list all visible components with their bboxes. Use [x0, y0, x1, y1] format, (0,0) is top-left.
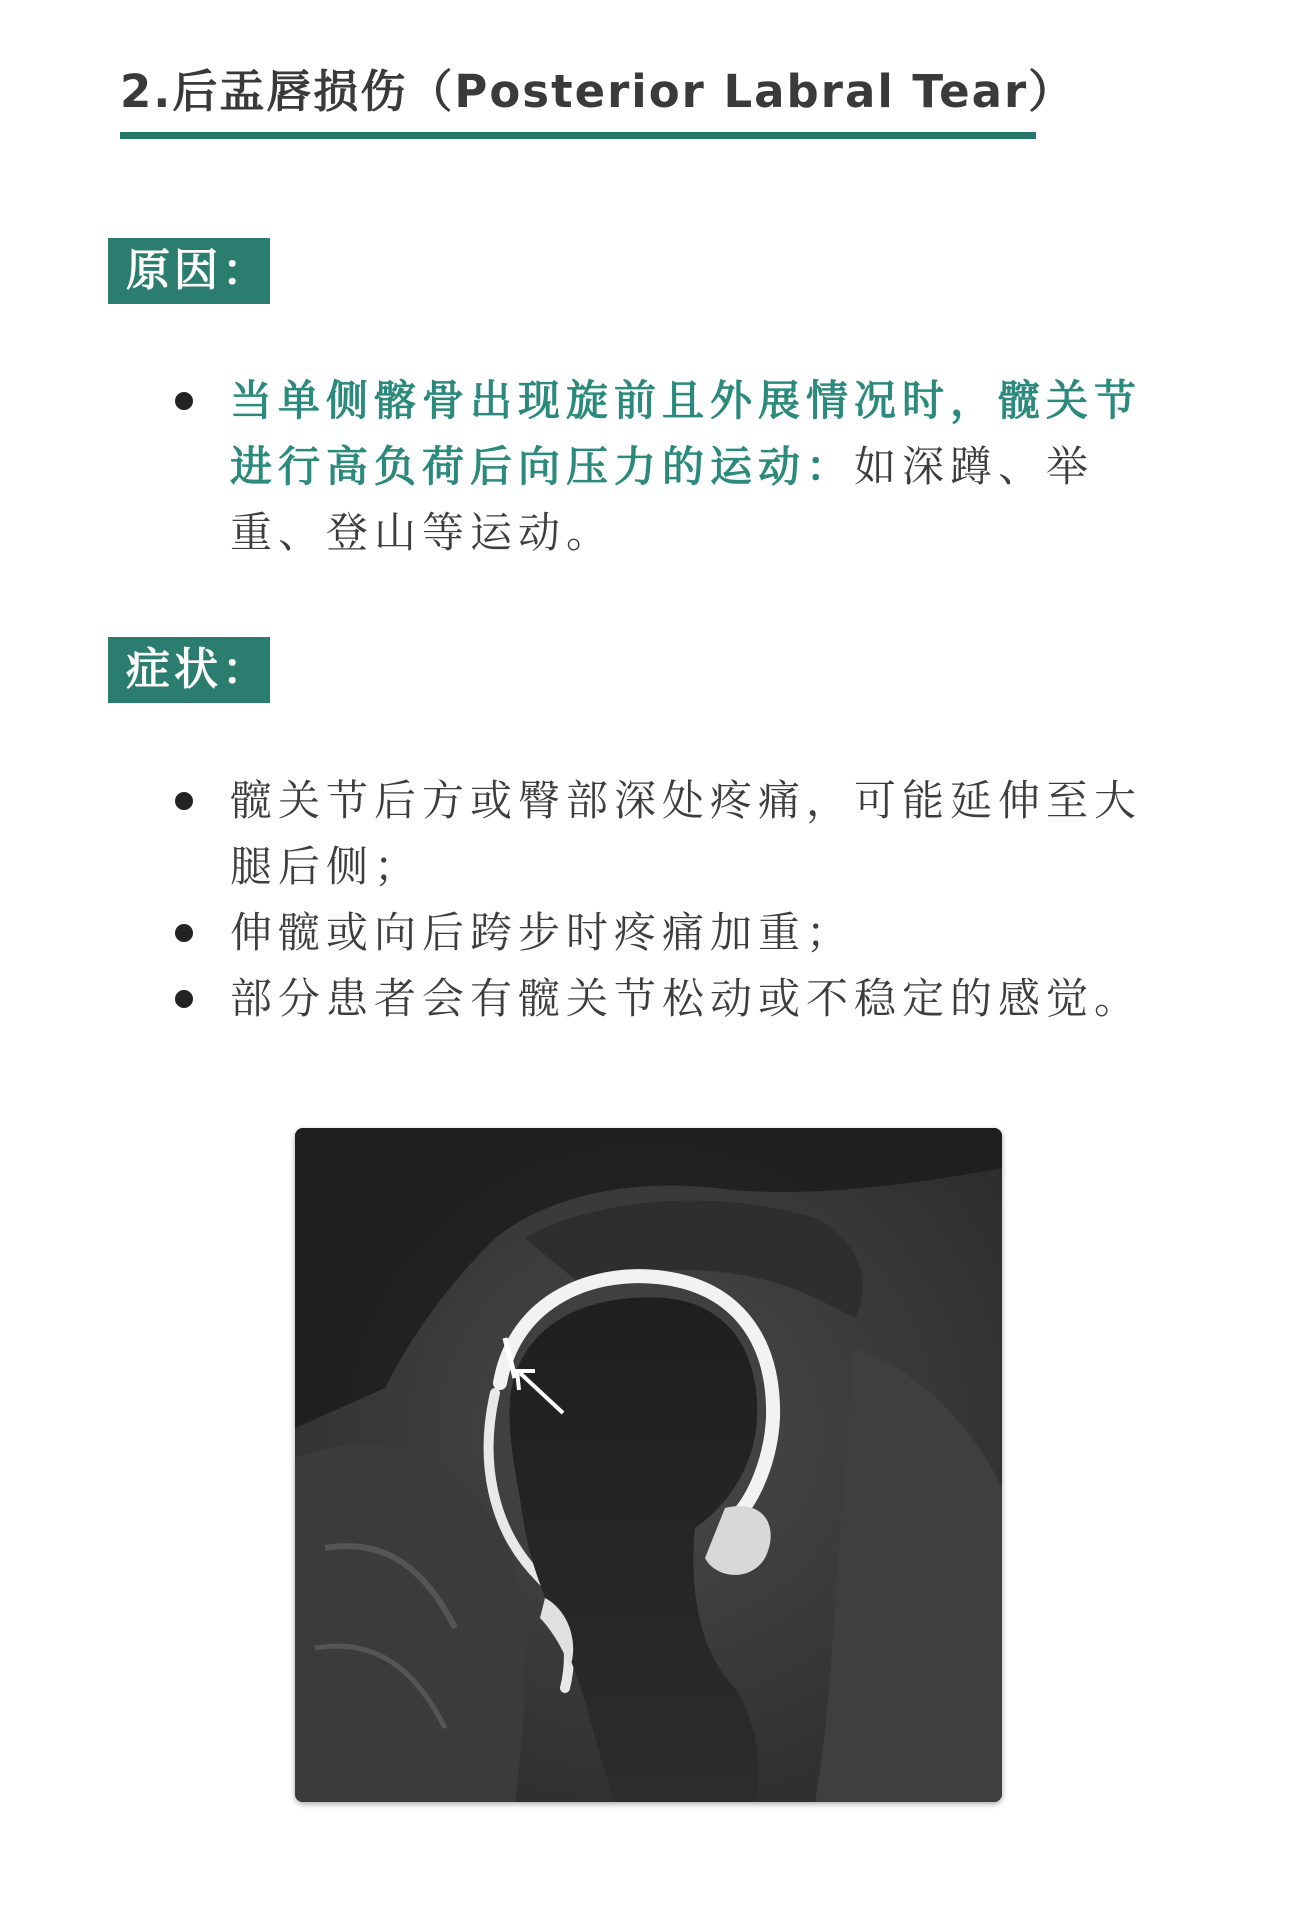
list-item	[165, 900, 1185, 966]
cause-highlight-text: 当单侧髂骨出现旋前且外展情况时，髋关节进行高负荷后向压力的运动：	[230, 376, 1143, 491]
page-title: 2.后盂唇损伤（Posterior Labral Tear）	[120, 65, 1076, 118]
causes-list	[165, 368, 1185, 566]
symptoms-list	[165, 768, 1185, 1032]
symptom-text: 髋关节后方或臀部深处疼痛，可能延伸至大腿后侧；	[230, 776, 1143, 891]
symptom-text: 伸髋或向后跨步时疼痛加重；	[230, 908, 855, 957]
list-item	[165, 966, 1185, 1032]
symptom-text: 部分患者会有髋关节松动或不稳定的感觉。	[230, 974, 1143, 1023]
symptoms-label: 症状：	[108, 637, 270, 703]
bullet-icon	[175, 990, 193, 1008]
mri-image	[295, 1128, 1002, 1802]
bullet-icon	[175, 392, 193, 410]
mri-illustration	[295, 1128, 1002, 1802]
bullet-icon	[175, 924, 193, 942]
list-item	[165, 768, 1185, 900]
list-item	[165, 368, 1185, 566]
bullet-icon	[175, 792, 193, 810]
cause-text: 如深蹲、举重、登山等运动。	[230, 442, 1095, 557]
causes-label: 原因：	[108, 238, 270, 304]
title-underline	[120, 132, 1036, 139]
